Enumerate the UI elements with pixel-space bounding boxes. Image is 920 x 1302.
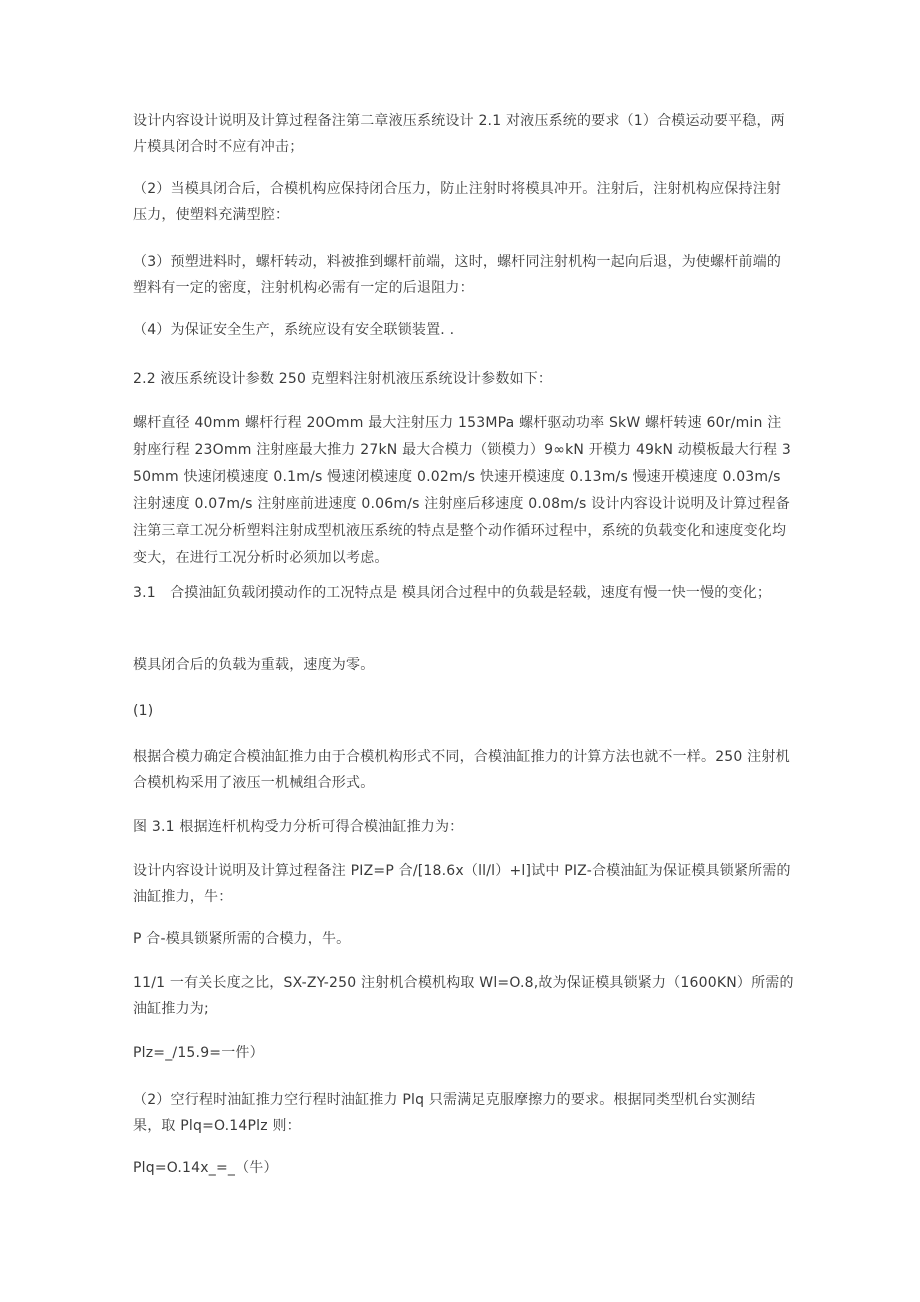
- paragraph-mold-closed-load: 模具闭合后的负载为重载，速度为零。: [133, 657, 375, 673]
- paragraph-clamp-force: 根据合模力确定合模油缸推力由于合模机构形式不同，合模油缸推力的计算方法也就不一样。250 注射机合模机构采用了液压一机械组合形式。: [133, 749, 790, 791]
- paragraph-safety-interlock: （4）为保证安全生产，系统应设有安全联锁装置. .: [133, 322, 455, 338]
- paragraph-plq-formula: Plq=O.14x_=_（牛）: [133, 1160, 278, 1176]
- paragraph-clamp-cylinder-load: 3.1 合摸油缸负载闭摸动作的工况特点是 模具闭合过程中的负载是轻载，速度有慢一快一慢的变化；: [133, 585, 772, 601]
- paragraph-p-definition: P 合-模具锁紧所需的合模力，牛。: [133, 931, 351, 947]
- paragraph-figure-3-1: 图 3.1 根据连杆机构受力分析可得合模油缸推力为：: [133, 819, 464, 835]
- paragraph-item-1: (1): [133, 703, 154, 719]
- paragraph-idle-stroke: （2）空行程时油缸推力空行程时油缸推力 Plq 只需满足克服摩擦力的要求。根据同类型机台实测结果，取 Plq=O.14Plz 则：: [133, 1092, 756, 1134]
- paragraph-plz-formula: Plz=_/15.9=一件）: [133, 1045, 264, 1061]
- paragraph-length-ratio: 11/1 一有关长度之比，SX-ZY-250 注射机合模机构取 Wl=O.8,故为保证模具锁紧力（1600KN）所需的油缸推力为;: [133, 975, 794, 1017]
- paragraph-hydraulic-requirements: 设计内容设计说明及计算过程备注第二章液压系统设计 2.1 对液压系统的要求（1）合模运动要平稳，两片模具闭合时不应有冲击；: [133, 113, 785, 155]
- paragraph-clamping-pressure: （2）当模具闭合后，合模机构应保持闭合压力，防止注射时将模具冲开。注射后，注射机构应保持注射压力，使塑料充满型腔：: [133, 181, 782, 223]
- paragraph-design-params-heading: 2.2 液压系统设计参数 250 克塑料注射机液压系统设计参数如下：: [133, 371, 553, 387]
- paragraph-design-params: 螺杆直径 40mm 螺杆行程 20Omm 最大注射压力 153MPa 螺杆驱动功率 SkW 螺杆转速 60r/min 注射座行程 23Omm 注射座最大推力 27kN 最大合模力（锁模力）9∞kN 开模力 49kN 动模板最大行程 350mm 快速闭模速度 0.1m/s 慢速闭模速度 0.02m∕s 快速开模速度 0.13m∕s 慢速开模速度 0.03m∕s 注射速度 0.07m∕s 注射座前进速度 0.06m∕s 注射座后移速度 0.08m∕s 设计内容设计说明及计算过程备注第三章工况分析塑料注射成型机液压系统的特点是整个动作循环过程中，系统的负载变化和速度变化均变大，在进行工况分析时必须加以考虑。: [133, 415, 791, 566]
- paragraph-formula-piz: 设计内容设计说明及计算过程备注 PIZ=P 合/[18.6x（ll/l）+l]试中 PIZ-合模油缸为保证模具锁紧所需的油缸推力，牛：: [133, 863, 791, 905]
- paragraph-preplasticizing: （3）预塑进料时，螺杆转动，料被推到螺杆前端，这时，螺杆同注射机构一起向后退，为使螺杆前端的塑料有一定的密度，注射机构必需有一定的后退阻力：: [133, 254, 782, 296]
